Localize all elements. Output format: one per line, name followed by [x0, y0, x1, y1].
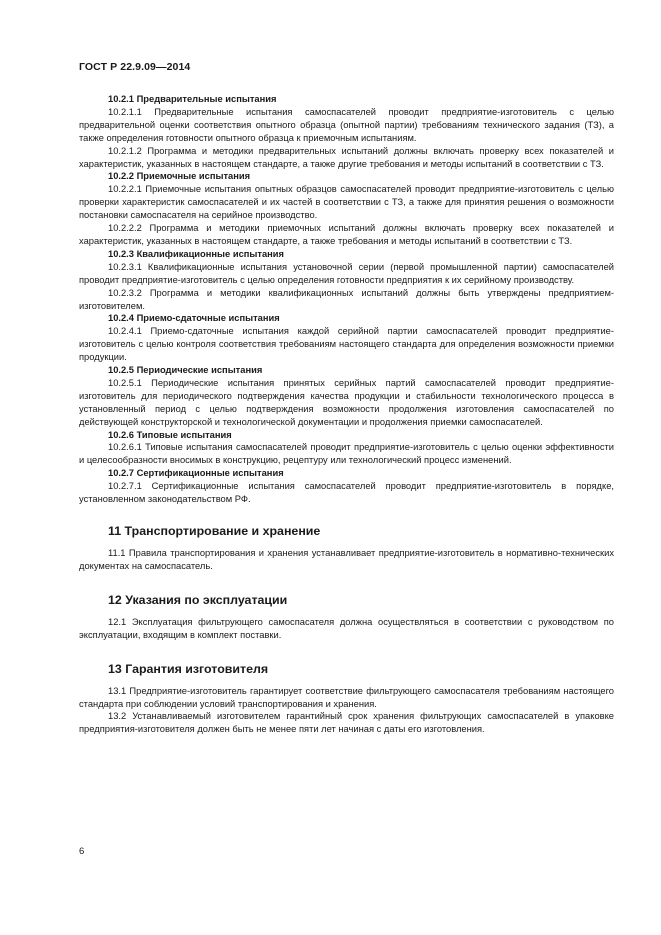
section-heading: 13 Гарантия изготовителя — [108, 661, 269, 676]
paragraph: 10.2.2.2 Программа и методики приемочных испытаний должны включать проверку всех показателей и характеристик, указанных в настоящем стандарте, а также требования и методы испытаний в соответствии с ТЗ. — [79, 223, 614, 246]
paragraph: 13.2 Устанавливаемый изготовителем гарантийный срок хранения фильтрующих самоспасателей в упаковке предприятия-изготовителя должен быть не менее пяти лет начиная с даты его изготовления. — [79, 711, 614, 735]
paragraph: 10.2.1.1 Предварительные испытания самоспасателей проводит предприятие-изготовитель с целью предварительной оценки соответствия опытного образца (опытной партии) требованиям технического задания (ТЗ), а также определения готовности опытного образца к приемочным испытаниям. — [79, 106, 614, 143]
paragraph: 10.2.6.1 Типовые испытания самоспасателей проводит предприятие-изготовитель с целью оценки эффективности и целесообразности вносимых в конструкцию, рецептуру или технологический процесс изменений. — [79, 442, 614, 466]
page-number: 6 — [79, 846, 85, 857]
document-header: ГОСТ Р 22.9.09—2014 — [79, 61, 191, 73]
section-heading: 12 Указания по эксплуатации — [108, 592, 288, 607]
paragraph: 10.2.1.2 Программа и методики предварительных испытаний должны включать проверку всех показателей и характеристик, указанных в настоящем стандарте, а также другие требования и методы испытаний в соответствии с ТЗ. — [79, 145, 614, 169]
paragraph: 10.2.4.1 Приемо-сдаточные испытания каждой серийной партии самоспасателей проводит предприятие-изготовитель с целью контроля соответствия требованиям настоящего стандарта для определения возможности приемки продукции. — [79, 326, 614, 363]
paragraph: 11.1 Правила транспортирования и хранения устанавливает предприятие-изготовитель в нормативно-технических документах на самоспасатель. — [79, 548, 614, 571]
paragraph: 12.1 Эксплуатация фильтрующего самоспасателя должна осуществляться в соответствии с руководством по эксплуатации, входящим в комплект поставки. — [79, 616, 614, 640]
paragraph: 10.2.5.1 Периодические испытания принятых серийных партий самоспасателей проводит предприятие-изготовитель для периодического подтверждения качества продукции и стабильности технологического процесса в установленный период с целью подтверждения возможности продолжения изготовления самоспасателей по действующей конструкторской и технологической документации и продолжения приемки самоспасателей. — [79, 377, 614, 427]
paragraph: 10.2.7.1 Сертификационные испытания самоспасателей проводит предприятие-изготовитель в порядке, установленном законодательством РФ. — [79, 481, 614, 505]
section-heading: 11 Транспортирование и хранение — [108, 524, 321, 538]
paragraph: 10.2.3.1 Квалификационные испытания установочной серии (первой промышленной партии) самоспасателей проводит предприятие-изготовитель с целью определения готовности предприятия к их серийному производству. — [79, 261, 614, 285]
subsection-heading: 10.2.6 Типовые испытания — [108, 429, 232, 440]
subsection-heading: 10.2.5 Периодические испытания — [108, 365, 263, 376]
subsection-heading: 10.2.7 Сертификационные испытания — [108, 468, 284, 479]
paragraph: 13.1 Предприятие-изготовитель гарантирует соответствие фильтрующего самоспасателя требованиям настоящего стандарта при соблюдении условий транспортирования и хранения. — [79, 685, 614, 709]
subsection-heading: 10.2.2 Приемочные испытания — [108, 171, 251, 182]
subsection-heading: 10.2.4 Приемо-сдаточные испытания — [108, 313, 280, 324]
paragraph: 10.2.2.1 Приемочные испытания опытных образцов самоспасателей проводит предприятие-изготовитель с целью проверки характеристик самоспасателей и их частей в соответствии с ТЗ, а также для принятия решения о возможности постановки самоспасателя на серийное производство. — [79, 184, 614, 221]
document-body — [79, 93, 614, 736]
subsection-heading: 10.2.3 Квалификационные испытания — [108, 248, 284, 259]
subsection-heading: 10.2.1 Предварительные испытания — [108, 94, 277, 104]
paragraph: 10.2.3.2 Программа и методики квалификационных испытаний должны быть утверждены предприятием-изготовителем. — [79, 287, 614, 311]
